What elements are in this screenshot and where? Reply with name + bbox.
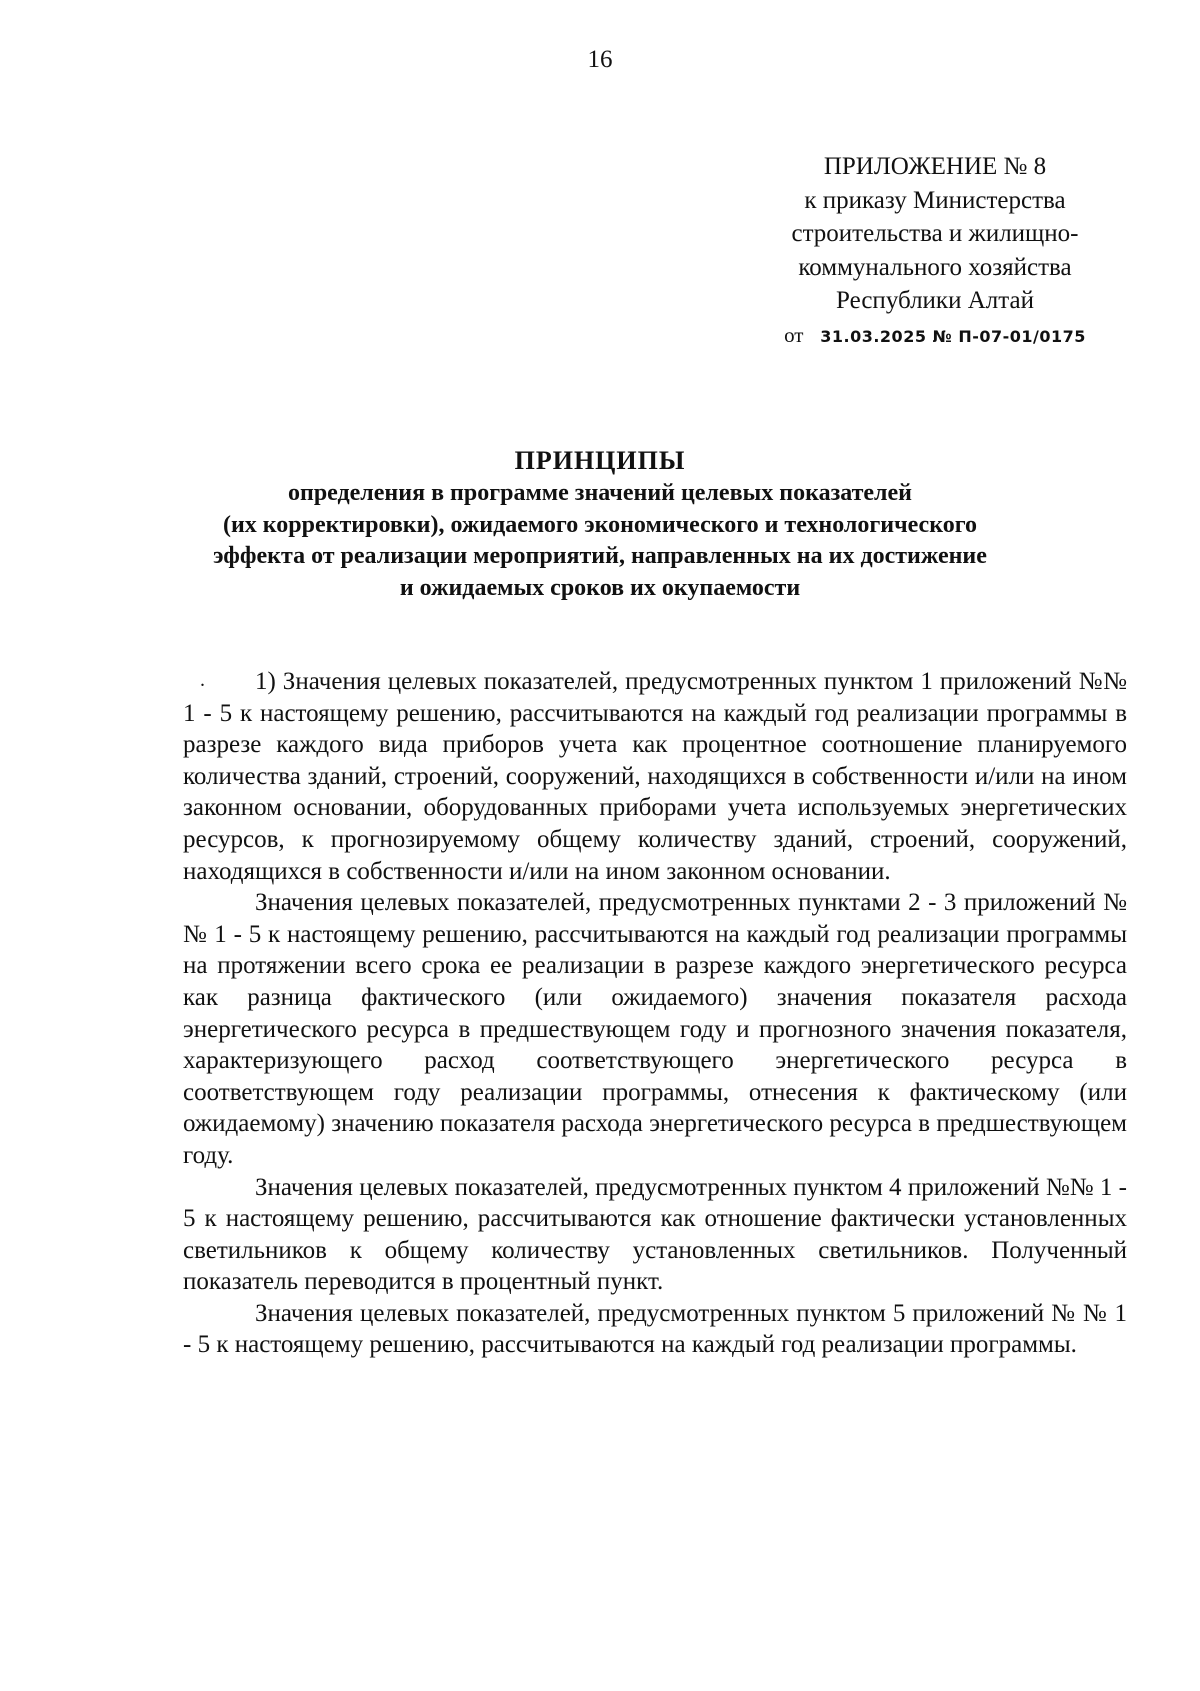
document-body [183, 666, 1127, 1361]
body-paragraph: Значения целевых показателей, предусмотренных пунктом 4 приложений №№ 1 - 5 к настоящему решению, рассчитываются как отношение фактически установленных светильников к общему количеству установленных светильников. Полученный показатель переводится в процентный пункт. [183, 1173, 1127, 1296]
appendix-line: к приказу Министерства [804, 186, 1066, 214]
appendix-line: Республики Алтай [836, 287, 1034, 314]
title-subtitle-line: (их корректировки), ожидаемого экономического и технологического [222, 511, 978, 538]
body-paragraph: Значения целевых показателей, предусмотренных пунктом 5 приложений № № 1 - 5 к настоящему решению, рассчитываются на каждый год реализации программы. [183, 1299, 1127, 1359]
date-prefix: от [784, 322, 804, 347]
page-number: 16 [587, 46, 613, 73]
appendix-header [740, 150, 1130, 350]
appendix-date-line [740, 322, 1130, 350]
title-subtitle-line: эффекта от реализации мероприятий, направленных на их достижение [213, 543, 987, 569]
stray-mark: . [200, 669, 205, 691]
title-subtitle-line: определения в программе значений целевых показателей [288, 480, 912, 506]
title-subtitle-line: и ожидаемых сроков их окупаемости [399, 574, 801, 601]
date-number-stamp: 31.03.2025 № П-07-01/0175 [820, 326, 1086, 346]
document-title [150, 444, 1050, 604]
appendix-title: ПРИЛОЖЕНИЕ № 8 [823, 153, 1047, 180]
body-paragraph: 1) Значения целевых показателей, предусмотренных пунктом 1 приложений №№ 1 - 5 к настоящему решению, рассчитываются на каждый год реализации программы в разрезе каждого вида приборов учета как процентное соотношение планируемого количества зданий, строений, сооружений, находящихся в собственности и/или на ином законном основании, оборудованных приборами учета используемых энергетических ресурсов, к прогнозируемому общему количеству зданий, строений, сооружений, находящихся в собственности и/или на ином законном основании. [183, 668, 1127, 885]
body-paragraph: Значения целевых показателей, предусмотренных пунктами 2 - 3 приложений №№ 1 - 5 к настоящему решению, рассчитываются на каждый год реализации программы на протяжении всего срока ее реализации в разрезе каждого энергетического ресурса как разница фактического (или ожидаемого) значения показателя расхода энергетического ресурса в предшествующем году и прогнозного значения показателя, характеризующего расход соответствующего энергетического ресурса в соответствующем году реализации программы, отнесения к фактическому (или ожидаемому) значению показателя расхода энергетического ресурса в предшествующем году. [183, 889, 1127, 1169]
appendix-line: строительства и жилищно- [791, 220, 1079, 247]
title-main: ПРИНЦИПЫ [514, 446, 686, 475]
appendix-line: коммунального хозяйства [798, 253, 1072, 281]
